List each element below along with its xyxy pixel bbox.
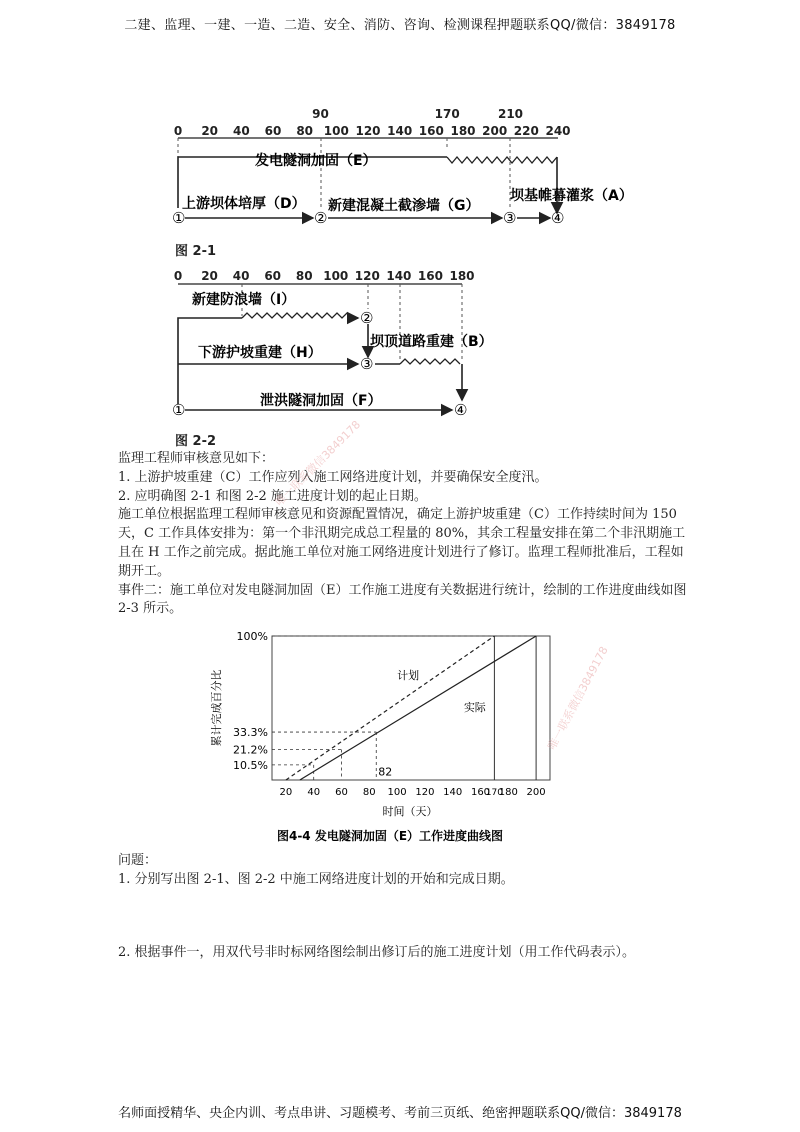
watermark: 唯一联系微信3849178	[545, 644, 611, 753]
work-I-line	[178, 318, 242, 404]
tick-label: 140	[387, 124, 413, 138]
annotation-82: 82	[378, 765, 393, 779]
node-3: ③	[503, 209, 517, 227]
questions	[118, 852, 690, 890]
paragraph: 事件二：施工单位对发电隧洞加固（E）工作施工进度有关数据进行统计，绘制的工作进度曲线如图 2-3 所示。	[118, 582, 687, 617]
top-mark-label: 210	[497, 107, 524, 121]
tick-label: 0	[173, 124, 183, 138]
y-tick-label: 10.5%	[233, 758, 268, 772]
series-line	[300, 636, 536, 780]
y-tick-label: 33.3%	[233, 726, 268, 740]
tick-label: 100	[323, 269, 349, 283]
x-axis-label: 时间（天）	[382, 805, 438, 818]
x-tick-label: 20	[279, 787, 293, 798]
questions-2	[118, 944, 690, 963]
progress-curve-chart	[200, 622, 580, 852]
tick-label: 160	[417, 269, 443, 283]
questions-title: 问题：	[118, 853, 158, 868]
work-F-label: 泄洪隧洞加固（F）	[260, 393, 382, 409]
tick-label: 60	[264, 124, 282, 138]
question-2: 2. 根据事件一，用双代号非时标网络图绘制出修订后的施工进度计划（用工作代码表示）。	[118, 945, 636, 960]
figure-2-2-label: 图 2-2	[175, 434, 217, 449]
work-A-label: 坝基帷幕灌浆（A）	[510, 188, 633, 204]
work-G-label: 新建混凝土截渗墙（G）	[328, 198, 480, 214]
tick-label: 180	[449, 269, 475, 283]
work-E-label: 发电隧洞加固（E）	[255, 153, 377, 169]
paragraph: 施工单位根据监理工程师审核意见和资源配置情况，确定上游护坡重建（C）工作持续时间为 150 天，C 工作具体安排为：第一个非汛期完成总工程量的 80%，其余工程量安排在第二个非汛期施工且在 H 工作之前完成。据此施工单位对施工网络进度计划进行了修订。监理工程师批准后，工程如期开工。	[118, 507, 686, 579]
paragraph: 1. 上游护坡重建（C）工作应列入施工网络进度计划，并要确保安全度汛。	[118, 469, 548, 485]
work-B-float	[400, 359, 460, 364]
tick-label: 40	[232, 269, 250, 283]
tick-label: 80	[295, 269, 313, 283]
tick-label: 80	[296, 124, 314, 138]
tick-label: 0	[173, 269, 183, 283]
node-1: ①	[172, 209, 186, 227]
plot-frame	[272, 636, 550, 780]
tick-label: 100	[323, 124, 349, 138]
x-tick-label: 200	[526, 787, 546, 798]
x-tick-label: 160	[470, 787, 491, 798]
top-mark-label: 170	[434, 107, 460, 121]
tick-label: 180	[450, 124, 476, 138]
x-tick-label: 170	[485, 788, 503, 798]
tick-label: 60	[264, 269, 282, 283]
tick-label: 40	[232, 124, 250, 138]
work-D-label: 上游坝体培厚（D）	[182, 196, 306, 212]
y-axis-label: 累计完成百分比	[210, 669, 223, 747]
body-text	[118, 450, 690, 619]
x-tick-label: 180	[498, 787, 518, 798]
x-tick-label: 80	[362, 787, 376, 798]
tick-label: 200	[482, 124, 508, 138]
tick-label: 20	[201, 124, 219, 138]
x-tick-label: 120	[415, 787, 435, 798]
paragraph: 监理工程师审核意见如下：	[118, 451, 275, 466]
x-tick-label: 100	[387, 787, 407, 798]
network-diagram-2-2	[160, 262, 500, 422]
figure-2-1-label: 图 2-1	[175, 244, 217, 259]
network-diagram-2-1	[160, 100, 640, 230]
y-tick-label: 21.2%	[233, 743, 268, 757]
node-4: ④	[454, 401, 468, 419]
node-2: ②	[360, 309, 374, 327]
tick-label: 140	[386, 269, 412, 283]
tick-label: 160	[418, 124, 444, 138]
tick-label: 240	[545, 124, 571, 138]
chart-title: 图4-4 发电隧洞加固（E）工作进度曲线图	[276, 829, 504, 843]
paragraph: 2. 应明确图 2-1 和图 2-2 施工进度计划的起止日期。	[118, 488, 427, 504]
question-1: 1. 分别写出图 2-1、图 2-2 中施工网络进度计划的开始和完成日期。	[118, 871, 514, 887]
top-mark-label: 90	[312, 107, 329, 121]
work-I-label: 新建防浪墙（I）	[192, 292, 296, 308]
work-B-label: 坝顶道路重建（B）	[370, 334, 493, 350]
series-label-actual: 实际	[463, 701, 486, 714]
tick-label: 220	[513, 124, 539, 138]
watermark: 唯一联系微信3849178	[272, 418, 364, 509]
node-1: ①	[172, 401, 186, 419]
work-H-label: 下游护坡重建（H）	[198, 345, 322, 361]
tick-label: 20	[201, 269, 218, 283]
node-3: ③	[360, 355, 374, 373]
tick-label: 120	[355, 124, 381, 138]
node-4: ④	[551, 209, 565, 227]
node-2: ②	[314, 209, 328, 227]
page-header: 二建、监理、一建、一造、二造、安全、消防、咨询、检测课程押题联系QQ/微信：3849178	[124, 18, 676, 33]
work-I-float	[242, 313, 352, 318]
x-tick-label: 40	[307, 787, 321, 798]
tick-label: 120	[354, 269, 380, 283]
work-E-float	[447, 157, 557, 163]
y-tick-label: 100%	[236, 630, 268, 643]
series-label-plan: 计划	[397, 669, 420, 682]
x-tick-label: 140	[443, 787, 463, 798]
page-footer: 名师面授精华、央企内训、考点串讲、习题模考、考前三页纸、绝密押题联系QQ/微信：3849178	[118, 1106, 682, 1121]
x-tick-label: 60	[335, 787, 348, 798]
